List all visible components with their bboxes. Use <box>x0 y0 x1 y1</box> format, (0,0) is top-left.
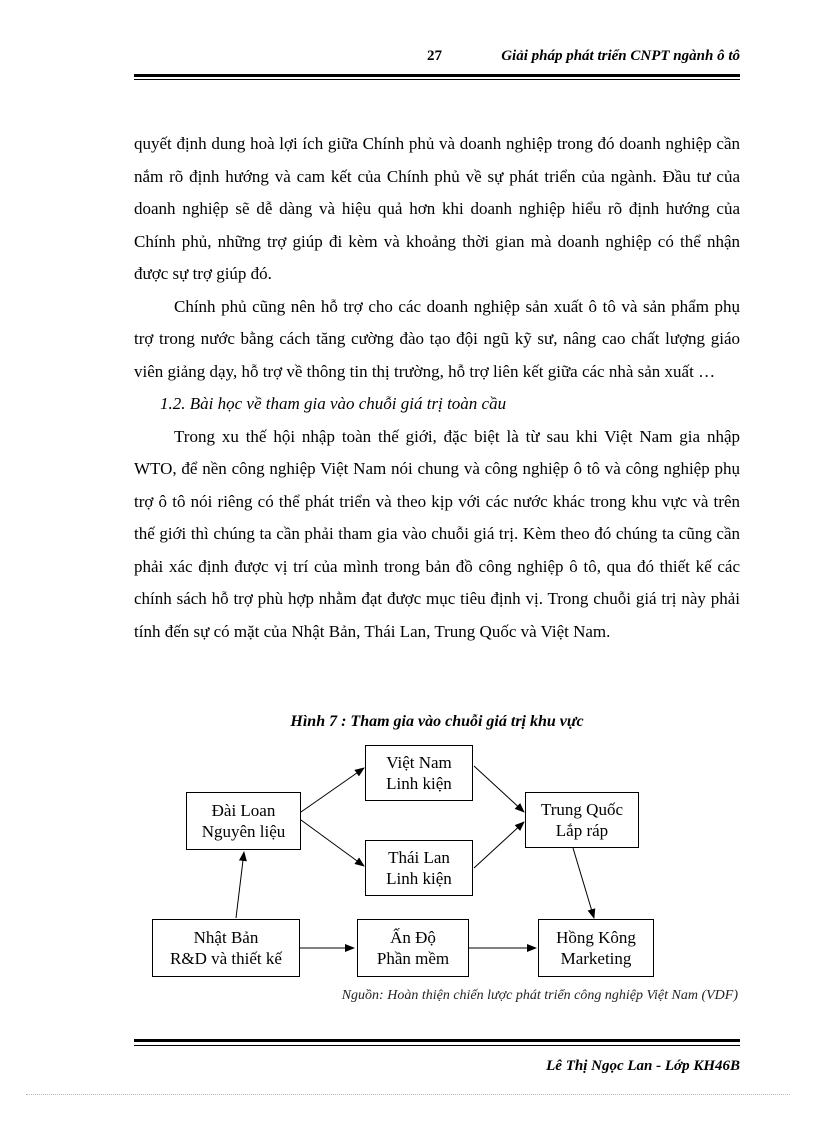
node-viet-nam-role: Linh kiện <box>386 774 452 793</box>
page-number: 27 <box>427 48 442 64</box>
node-dai-loan <box>186 792 301 850</box>
node-viet-nam <box>365 745 473 801</box>
figure-title: Hình 7 : Tham gia vào chuỗi giá trị khu vực <box>290 713 584 730</box>
node-thai-lan-role: Linh kiện <box>386 869 452 888</box>
node-nhat-ban-role: R&D và thiết kế <box>170 949 282 968</box>
node-trung-quoc <box>525 792 639 848</box>
node-thai-lan-name: Thái Lan <box>388 848 450 867</box>
paragraph-1: quyết định dung hoà lợi ích giữa Chính phủ và doanh nghiệp trong đó doanh nghiệp cần nắm rõ định hướng và cam kết của Chính phủ về sự phát triển của ngành. Đầu tư của doanh nghiệp sẽ dễ dàng và hiệu quả hơn khi doanh nghiệp hiểu rõ định hướng của Chính phủ, những trợ giúp đi kèm và khoảng thời gian mà doanh nghiệp có thể nhận được sự trợ giúp đó. <box>134 134 740 283</box>
node-trung-quoc-role: Lắp ráp <box>555 821 609 840</box>
node-hong-kong-role: Marketing <box>560 949 632 968</box>
page-bottom-border <box>26 1094 790 1095</box>
header-title: Giải pháp phát triển CNPT ngành ô tô <box>501 48 740 64</box>
node-an-do <box>357 919 469 977</box>
node-dai-loan-role: Nguyên liệu <box>201 822 286 841</box>
paragraph-2: Chính phủ cũng nên hỗ trợ cho các doanh nghiệp sản xuất ô tô và sản phẩm phụ trợ trong nước bằng cách tăng cường đào tạo đội ngũ kỹ sư, nâng cao chất lượng giáo viên giảng dạy, hỗ trợ về thông tin thị trường, hỗ trợ liên kết giữa các nhà sản xuất … <box>134 296 740 381</box>
paragraph-3: Trong xu thế hội nhập toàn thế giới, đặc biệt là từ sau khi Việt Nam gia nhập WTO, để nền công nghiệp Việt Nam nói chung và công nghiệp ô tô và công nghiệp phụ trợ ô tô nói riêng có thể phát triển và theo kịp với các nước khác trong khu vực và trên thế giới thì chúng ta cần phải tham gia vào chuỗi giá trị. Kèm theo đó chúng ta cũng cần phải xác định được vị trí của mình trong bản đồ công nghiệp ô tô, qua đó thiết kế các chính sách hỗ trợ phù hợp nhằm đạt được mục tiêu định vị. Trong chuỗi giá trị này phải tính đến sự có mặt của Nhật Bản, Thái Lan, Trung Quốc và Việt Nam. <box>134 426 740 641</box>
node-an-do-name: Ấn Độ <box>390 928 436 947</box>
node-viet-nam-name: Việt Nam <box>386 753 452 772</box>
node-nhat-ban <box>152 919 300 977</box>
arrow-dailoan-thailan <box>301 820 364 866</box>
section-heading: 1.2. Bài học về tham gia vào chuỗi giá trị toàn cầu <box>160 394 507 413</box>
node-trung-quoc-name: Trung Quốc <box>540 800 624 819</box>
body-text <box>134 128 740 648</box>
footer-rule-thin <box>134 1045 740 1046</box>
node-dai-loan-name: Đài Loan <box>211 801 276 820</box>
arrow-vietnam-trungquoc <box>474 766 524 812</box>
node-hong-kong-name: Hồng Kông <box>556 928 636 947</box>
node-nhat-ban-name: Nhật Bản <box>193 928 259 947</box>
header-rule-thick <box>134 74 740 77</box>
node-hong-kong <box>538 919 654 977</box>
footer-rule-thick <box>134 1039 740 1042</box>
node-thai-lan <box>365 840 473 896</box>
header-rule-thin <box>134 79 740 80</box>
footer-author: Lê Thị Ngọc Lan - Lớp KH46B <box>546 1058 740 1074</box>
node-an-do-role: Phần mềm <box>376 949 450 968</box>
arrow-dailoan-vietnam <box>301 768 364 812</box>
arrow-thailan-trungquoc <box>474 822 524 868</box>
arrow-trungquoc-hongkong <box>573 848 594 918</box>
figure-source: Nguồn: Hoàn thiện chiến lược phát triển công nghiệp Việt Nam (VDF) <box>341 988 738 1003</box>
arrow-nhatban-dailoan <box>236 852 244 918</box>
page-header <box>134 48 740 70</box>
